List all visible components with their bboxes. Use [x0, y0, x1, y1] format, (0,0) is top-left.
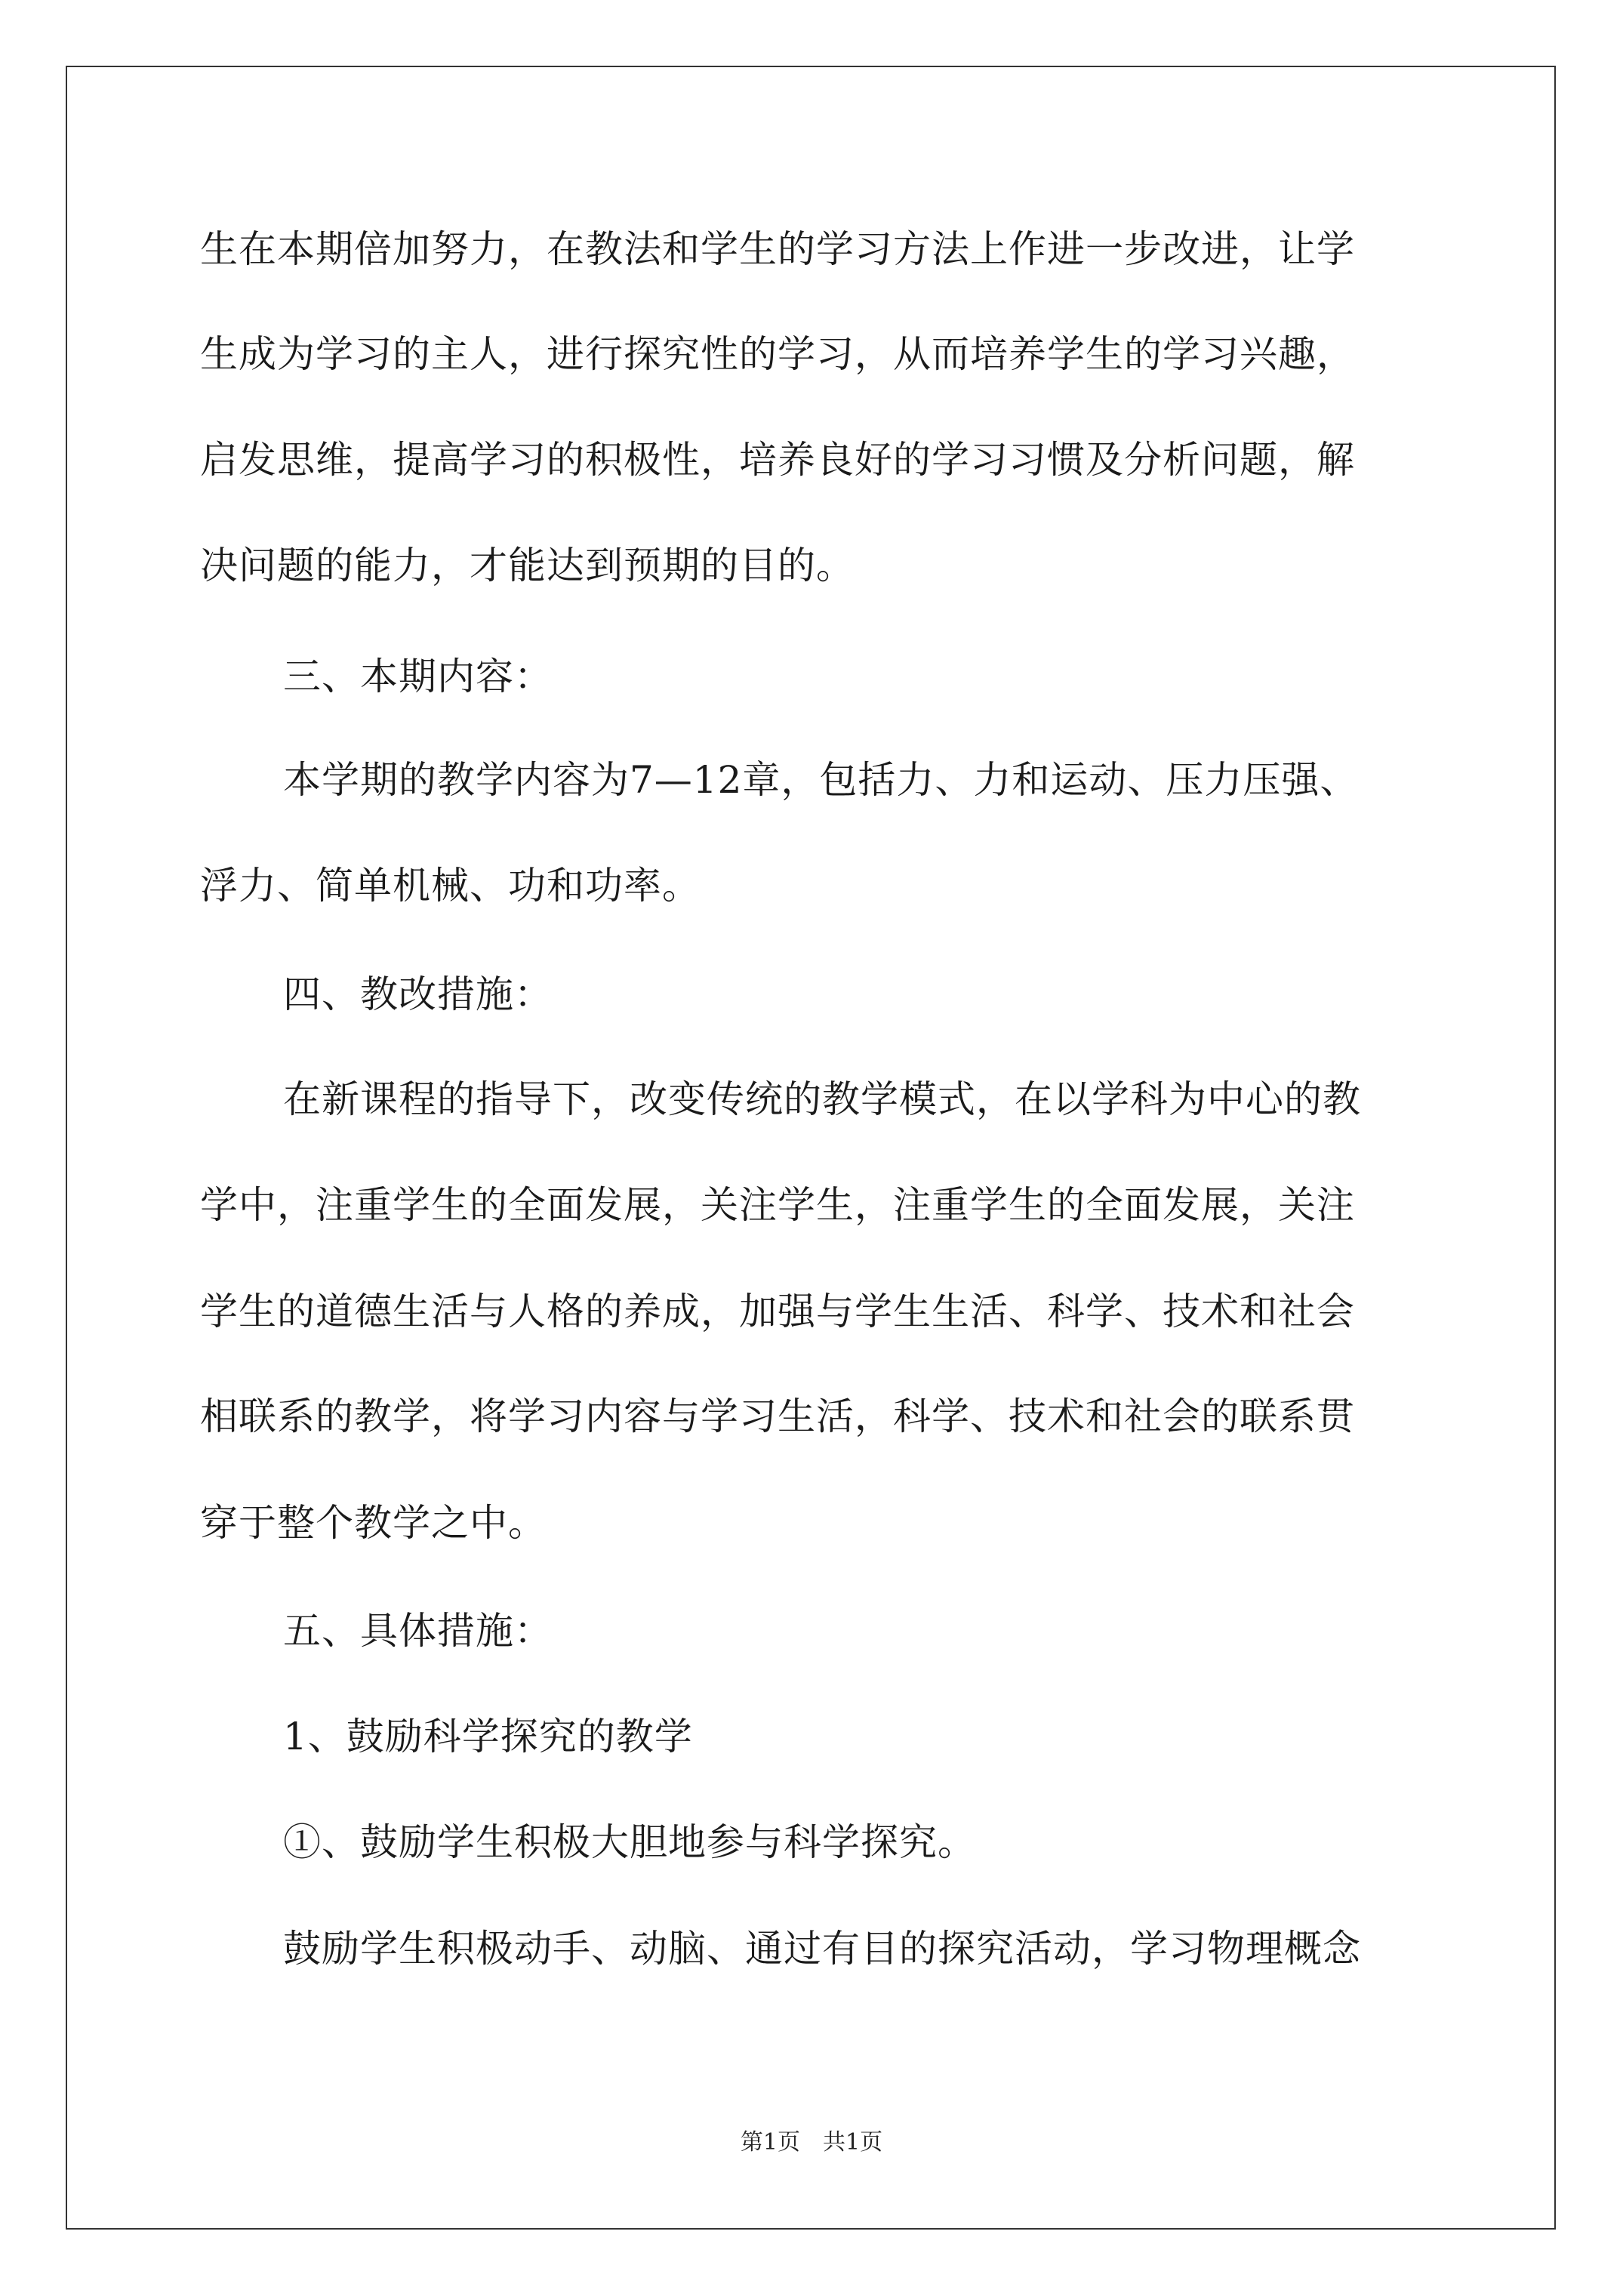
paragraph-line: 相联系的教学，将学习内容与学习生活，科学、技术和社会的联系贯 [200, 1395, 1355, 1438]
paragraph-line: 浮力、简单机械、功和功率。 [200, 864, 701, 908]
paragraph-line: 启发思维，提高学习的积极性，培养良好的学习习惯及分析问题，解 [200, 438, 1355, 482]
paragraph-line: 生在本期倍加努力，在教法和学生的学习方法上作进一步改进，让学 [200, 227, 1355, 271]
section-heading: 四、教改措施： [283, 972, 553, 1016]
list-item: ①、鼓励学生积极大胆地参与科学探究。 [283, 1820, 976, 1864]
section-heading: 五、具体措施： [283, 1609, 553, 1653]
paragraph-line: 穿于整个教学之中。 [200, 1501, 547, 1545]
paragraph-line: 在新课程的指导下，改变传统的教学模式，在以学科为中心的教 [283, 1077, 1361, 1121]
paragraph-line: 生成为学习的主人，进行探究性的学习，从而培养学生的学习兴趣， [200, 332, 1355, 376]
paragraph-line: 鼓励学生积极动手、动脑、通过有目的探究活动，学习物理概念 [283, 1927, 1361, 1971]
subsection-heading: 1、鼓励科学探究的教学 [283, 1715, 693, 1758]
section-heading: 三、本期内容： [283, 655, 553, 698]
paragraph-line: 本学期的教学内容为7—12章，包括力、力和运动、压力压强、 [283, 758, 1359, 802]
paragraph-line: 决问题的能力，才能达到预期的目的。 [200, 544, 855, 587]
paragraph-line: 学生的道德生活与人格的养成，加强与学生生活、科学、技术和社会 [200, 1290, 1355, 1333]
paragraph-line: 学中，注重学生的全面发展，关注学生，注重学生的全面发展，关注 [200, 1183, 1355, 1227]
page-footer: 第1页 共1页 [740, 2129, 883, 2156]
